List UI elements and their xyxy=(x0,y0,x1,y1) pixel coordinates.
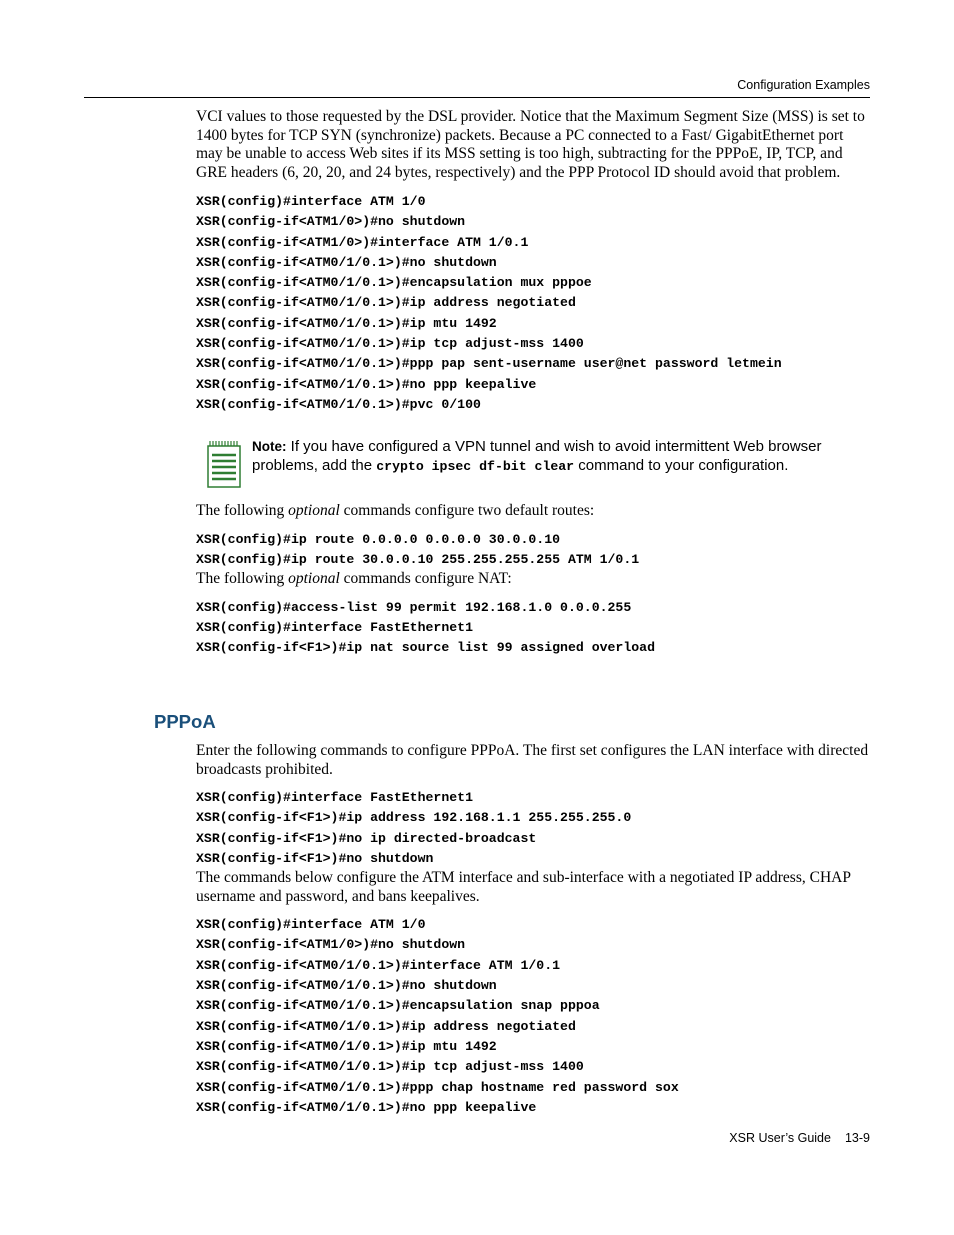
routes-intro-after: commands configure two default routes: xyxy=(339,502,595,520)
code-line: XSR(config)#access-list 99 permit 192.168.1.0 0.0.0.255 xyxy=(196,599,632,615)
note-text-after: command to your configuration. xyxy=(574,457,789,475)
code-line: XSR(config-if<ATM0/1/0.1>)#no shutdown xyxy=(196,978,497,994)
footer-guide-title: XSR User’s Guide xyxy=(729,1131,831,1145)
code-line: XSR(config)#interface ATM 1/0 xyxy=(196,917,426,933)
code-line: XSR(config-if<ATM0/1/0.1>)#pvc 0/100 xyxy=(196,396,481,412)
code-line: XSR(config-if<ATM0/1/0.1>)#ppp chap hostname red password sox xyxy=(196,1079,679,1095)
code-line: XSR(config-if<ATM0/1/0.1>)#ip mtu 1492 xyxy=(196,1038,497,1054)
code-line: XSR(config-if<F1>)#ip nat source list 99 assigned overload xyxy=(196,640,655,656)
code-line: XSR(config-if<ATM0/1/0.1>)#no shutdown xyxy=(196,254,497,270)
nat-intro-emphasis: optional xyxy=(288,570,340,588)
pppoa-body xyxy=(196,742,870,1118)
note-text xyxy=(252,437,870,476)
note-label: Note: xyxy=(252,439,287,455)
footer-page-number: 13-9 xyxy=(844,1131,870,1145)
code-line: XSR(config)#interface FastEthernet1 xyxy=(196,620,473,636)
code-line: XSR(config-if<ATM0/1/0.1>)#no ppp keepalive xyxy=(196,376,537,392)
section-title-pppoa: PPPoA xyxy=(154,711,216,732)
code-line: XSR(config-if<F1>)#ip address 192.168.1.1 255.255.255.0 xyxy=(196,810,632,826)
nat-intro-after: commands configure NAT: xyxy=(339,570,512,588)
note-text-before: If you have configured a VPN tunnel and wish to avoid intermittent Web browser problems, add the xyxy=(252,438,822,475)
code-line: XSR(config-if<ATM0/1/0.1>)#ppp pap sent-username user@net password letmein xyxy=(196,356,782,372)
notepad-icon xyxy=(207,440,241,488)
code-block-routes xyxy=(196,530,870,571)
code-block-pppoa-atm xyxy=(196,915,870,1118)
nat-intro xyxy=(196,570,870,589)
page-footer xyxy=(729,1131,870,1145)
code-line: XSR(config)#interface ATM 1/0 xyxy=(196,194,426,209)
page-body xyxy=(196,108,870,659)
code-line: XSR(config-if<ATM0/1/0.1>)#ip tcp adjust-mss 1400 xyxy=(196,1059,584,1075)
routes-intro xyxy=(196,502,870,521)
code-line: XSR(config-if<ATM0/1/0.1>)#ip tcp adjust-mss 1400 xyxy=(196,336,584,352)
note-command: crypto ipsec df-bit clear xyxy=(376,459,575,475)
code-line: XSR(config-if<ATM1/0>)#no shutdown xyxy=(196,214,466,230)
code-line: XSR(config-if<ATM0/1/0.1>)#ip address negotiated xyxy=(196,1018,576,1034)
code-line: XSR(config-if<F1>)#no shutdown xyxy=(196,850,434,866)
header-section-title: Configuration Examples xyxy=(737,78,870,92)
code-line: XSR(config-if<ATM0/1/0.1>)#encapsulation snap pppoa xyxy=(196,998,600,1014)
routes-intro-emphasis: optional xyxy=(288,502,340,520)
code-line: XSR(config-if<ATM0/1/0.1>)#no ppp keepalive xyxy=(196,1099,537,1115)
code-line: XSR(config)#ip route 30.0.0.10 255.255.255.255 ATM 1/0.1 xyxy=(196,552,640,568)
pppoa-atm-intro: The commands below configure the ATM interface and sub-interface with a negotiated IP address, CHAP username and password, and bans keepalives. xyxy=(196,869,851,905)
code-block-pppoa-lan xyxy=(196,788,870,869)
code-line: XSR(config-if<ATM0/1/0.1>)#encapsulation mux pppoe xyxy=(196,275,592,291)
code-block-nat xyxy=(196,598,870,659)
nat-intro-before: The following xyxy=(196,570,289,588)
code-line: XSR(config)#ip route 0.0.0.0 0.0.0.0 30.0.0.10 xyxy=(196,531,561,547)
code-line: XSR(config-if<ATM1/0>)#no shutdown xyxy=(196,937,466,953)
code-line: XSR(config-if<F1>)#no ip directed-broadcast xyxy=(196,830,537,846)
code-block-pppoe xyxy=(196,192,870,415)
code-line: XSR(config-if<ATM0/1/0.1>)#ip address negotiated xyxy=(196,295,576,311)
header-rule xyxy=(84,97,870,98)
intro-paragraph: VCI values to those requested by the DSL provider. Notice that the Maximum Segment Size (MSS) is set to 1400 bytes for TCP SYN (synchronize) packets. Because a PC connected to a Fast/ GigabitEthernet port may be unable to access Web sites if its MSS setting is too high, subtracting for the PPPoE, IP, TCP, and GRE headers (6, 20, 20, and 24 bytes, respectively) and the PPP Protocol ID should avoid that problem. xyxy=(196,108,865,181)
code-line: XSR(config-if<ATM0/1/0.1>)#interface ATM 1/0.1 xyxy=(196,957,561,973)
code-line: XSR(config-if<ATM1/0>)#interface ATM 1/0.1 xyxy=(196,234,529,250)
code-line: XSR(config-if<ATM0/1/0.1>)#ip mtu 1492 xyxy=(196,315,497,331)
routes-intro-before: The following xyxy=(196,502,289,520)
note-box xyxy=(196,437,870,491)
pppoa-intro: Enter the following commands to configure PPPoA. The first set configures the LAN interface with directed broadcasts prohibited. xyxy=(196,742,869,778)
code-line: XSR(config)#interface FastEthernet1 xyxy=(196,790,473,805)
